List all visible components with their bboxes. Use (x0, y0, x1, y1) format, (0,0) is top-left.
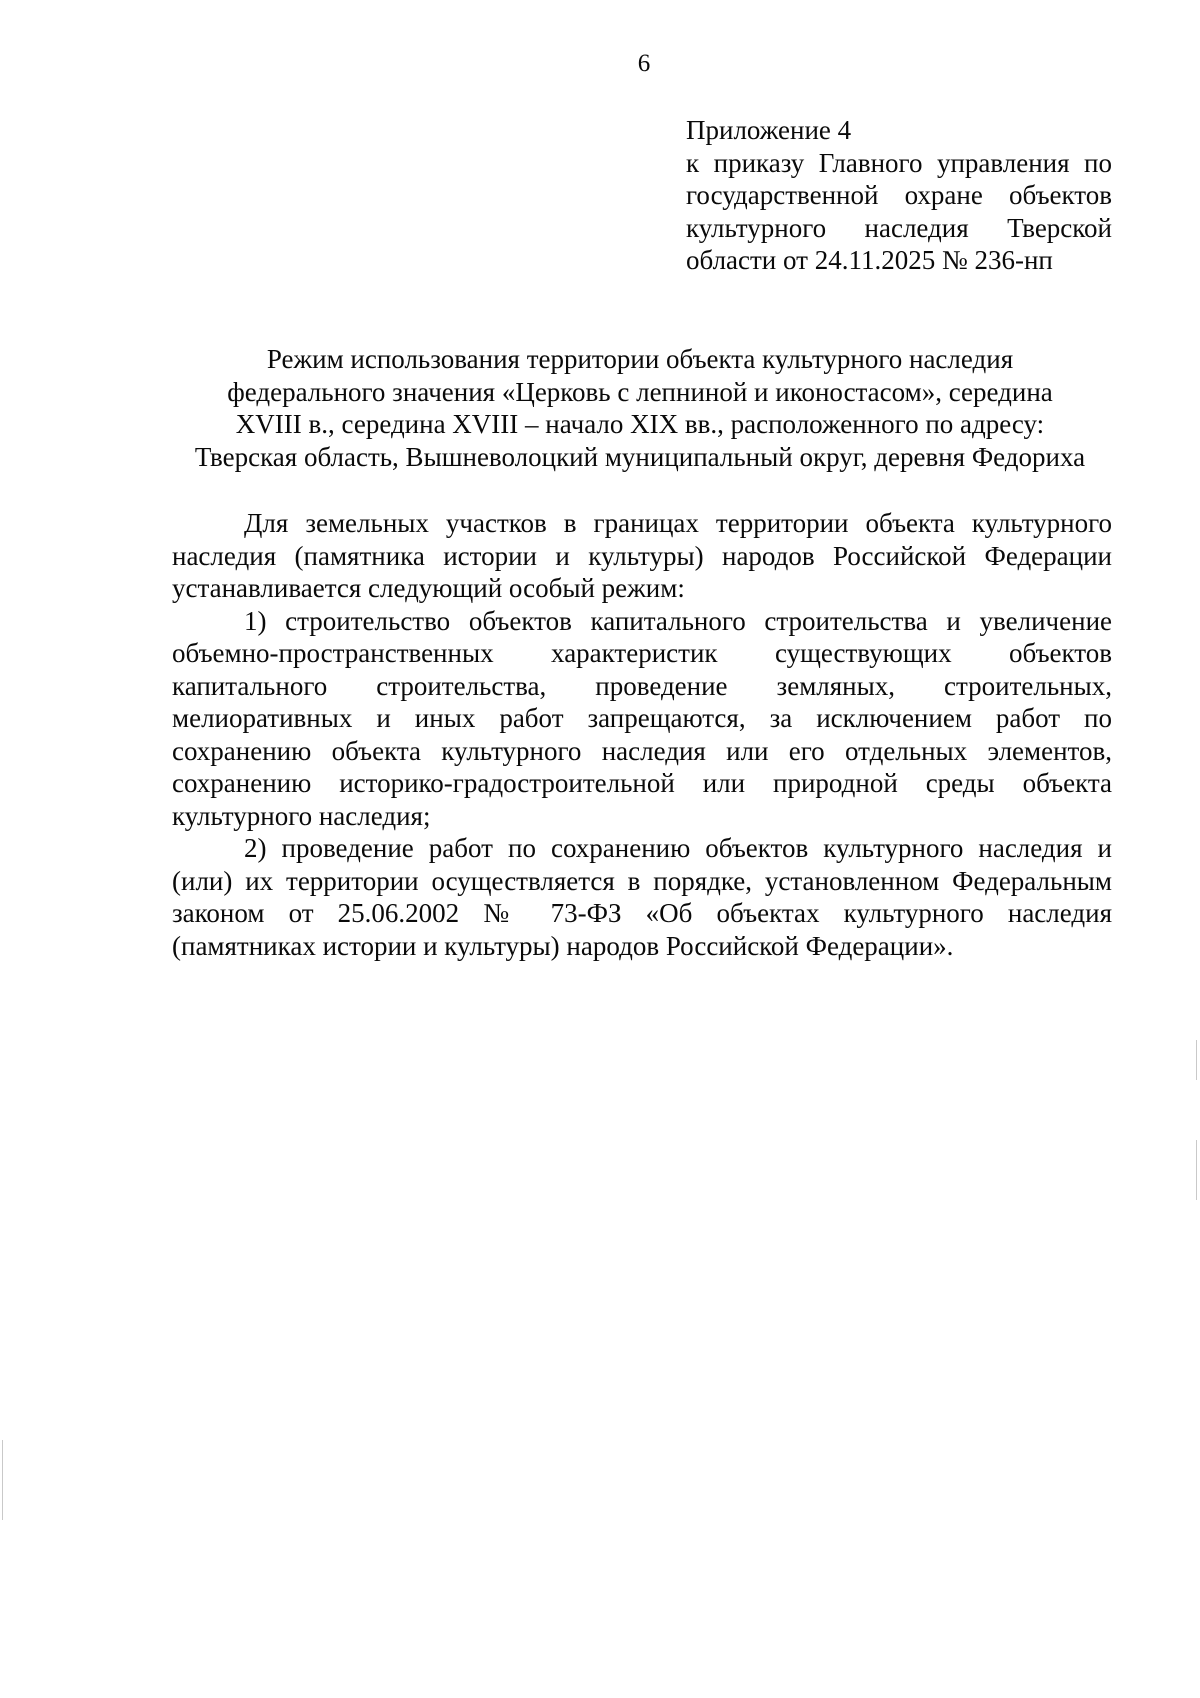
appendix-reference (686, 114, 1112, 277)
page-number: 6 (637, 50, 651, 77)
body-line: устанавливается следующий особый режим: (172, 573, 685, 603)
body-line: объемно-пространственных характеристик существующих объектов (172, 638, 1112, 668)
title-line: Тверская область, Вышневолоцкий муниципальный округ, деревня Федориха (194, 441, 1086, 472)
body-line: Для земельных участков в границах территории объекта культурного (244, 508, 1112, 538)
body-line: 1) строительство объектов капитального строительства и увеличение (244, 605, 1112, 636)
body-line: сохранению объекта культурного наследия или его отдельных элементов, (172, 735, 1112, 766)
scan-edge-mark (1196, 1040, 1197, 1080)
document-title (150, 343, 1130, 473)
title-line: федерального значения «Церковь с лепниной и иконостасом», середина (227, 376, 1053, 407)
appendix-line: к приказу Главного управления по (686, 147, 1112, 178)
scan-edge-mark (2, 1440, 3, 1520)
body-line: сохранению историко-градостроительной или природной среды объекта (172, 768, 1112, 798)
body-line: мелиоративных и иных работ запрещаются, за исключением работ по (172, 703, 1112, 733)
body-line: культурного наследия; (172, 800, 431, 831)
title-line: XVIII в., середина XVIII – начало XIX вв., расположенного по адресу: (235, 409, 1045, 439)
appendix-line: Приложение 4 (686, 115, 852, 145)
body-line: (памятниках истории и культуры) народов Российской Федерации». (172, 930, 954, 961)
appendix-line: культурного наследия Тверской (686, 212, 1112, 243)
title-line: Режим использования территории объекта культурного наследия (266, 344, 1014, 374)
body-line: 2) проведение работ по сохранению объектов культурного наследия и (244, 833, 1112, 863)
body-line: наследия (памятника истории и культуры) народов Российской Федерации (172, 540, 1112, 571)
appendix-line: государственной охране объектов (686, 180, 1112, 210)
appendix-line: области от 24.11.2025 № 236-нп (686, 245, 1053, 275)
scan-edge-mark (1196, 1140, 1197, 1200)
body-line: (или) их территории осуществляется в порядке, установленном Федеральным (172, 865, 1112, 896)
body-line: капитального строительства, проведение земляных, строительных, (172, 670, 1112, 701)
body-line: законом от 25.06.2002 № 73-ФЗ «Об объектах культурного наследия (172, 898, 1112, 928)
body-text (172, 507, 1112, 962)
